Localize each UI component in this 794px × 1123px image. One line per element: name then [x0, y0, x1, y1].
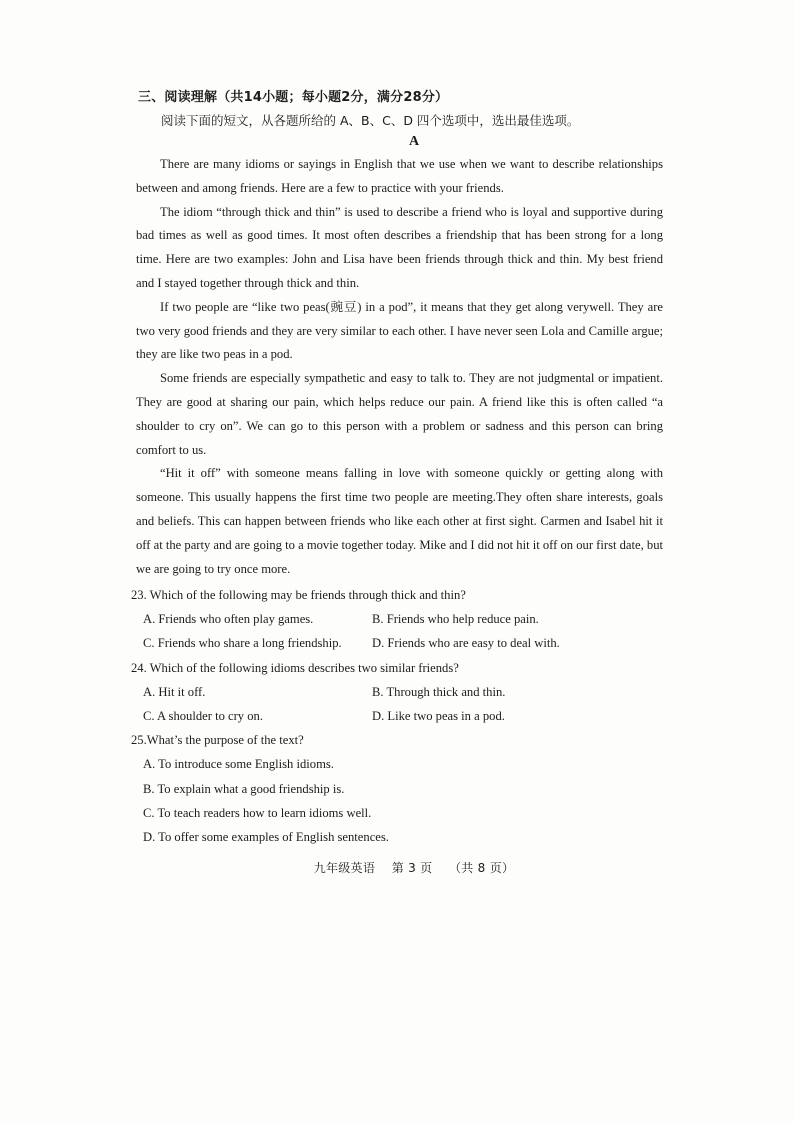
question-stem: 24. Which of the following idioms describes two similar friends?	[131, 660, 459, 675]
question-25	[131, 728, 671, 849]
passage-paragraph: “Hit it off” with someone means falling in love with someone quickly or getting along with someone. This usually happens the first time two people are meeting.They often share interests, goals and beliefs. This can happen between friends who like each other at first sight. Carmen and Isabel hit it off at the party and are going to a movie together today. Mike and I did not hit it off on our first date, but we are going to try once more.	[136, 466, 663, 576]
option-c[interactable]: C. A shoulder to cry on.	[143, 709, 263, 724]
option-grid	[131, 680, 671, 728]
question-stem: 25.What’s the purpose of the text?	[131, 733, 304, 748]
passage-paragraph: There are many idioms or sayings in English that we use when we want to describe relationships between and among friends. Here are a few to practice with your friends.	[136, 157, 663, 195]
option-c[interactable]: C. Friends who share a long friendship.	[143, 636, 342, 651]
option-d[interactable]: D. To offer some examples of English sentences.	[143, 830, 389, 845]
option-list	[131, 752, 671, 849]
footer-page-number: 第 3 页	[391, 861, 433, 875]
passage-paragraph: If two people are “like two peas(豌豆) in a pod”, it means that they get along verywell. They are two very good friends and they are very similar to each other. I have never seen Lola and Camille argue; they are like two peas in a pod.	[136, 299, 663, 362]
footer-subject: 九年级英语	[313, 861, 376, 875]
option-d[interactable]: D. Friends who are easy to deal with.	[372, 636, 560, 651]
footer-total-pages: （共 8 页）	[448, 861, 515, 875]
question-23	[131, 583, 671, 656]
option-b[interactable]: B. Through thick and thin.	[372, 684, 506, 699]
passage-paragraph: The idiom “through thick and thin” is used to describe a friend who is loyal and supportive during bad times as well as good times. It most often describes a friendship that has been strong for a long time. Here are two examples: John and Lisa have been friends through thick and thin. My best friend and I stayed together through thick and thin.	[136, 204, 663, 290]
section-title: 三、阅读理解（共14小题；每小题2分，满分28分）	[138, 90, 449, 105]
question-list	[131, 583, 671, 849]
option-a[interactable]: A. Friends who often play games.	[143, 612, 314, 627]
passage-paragraph: Some friends are especially sympathetic and easy to talk to. They are not judgmental or impatient. They are good at sharing our pain, which helps reduce our pain. A friend like this is often called “a shoulder to cry on”. We can go to this person with a problem or sadness and this person can bring comfort to us.	[136, 371, 663, 457]
option-grid	[131, 607, 671, 655]
passage-letter: A	[408, 134, 420, 149]
option-a[interactable]: A. To introduce some English idioms.	[143, 757, 334, 772]
question-stem: 23. Which of the following may be friends through thick and thin?	[131, 588, 466, 602]
option-c[interactable]: C. To teach readers how to learn idioms well.	[143, 805, 372, 820]
page-footer	[0, 859, 794, 876]
passage-body	[136, 153, 663, 581]
option-b[interactable]: B. To explain what a good friendship is.	[143, 781, 345, 796]
option-b[interactable]: B. Friends who help reduce pain.	[372, 612, 539, 627]
option-a[interactable]: A. Hit it off.	[143, 684, 206, 699]
question-24	[131, 656, 671, 729]
section-instruction: 阅读下面的短文，从各题所给的 A、B、C、D 四个选项中，选出最佳选项。	[161, 113, 580, 128]
option-d[interactable]: D. Like two peas in a pod.	[372, 709, 505, 724]
